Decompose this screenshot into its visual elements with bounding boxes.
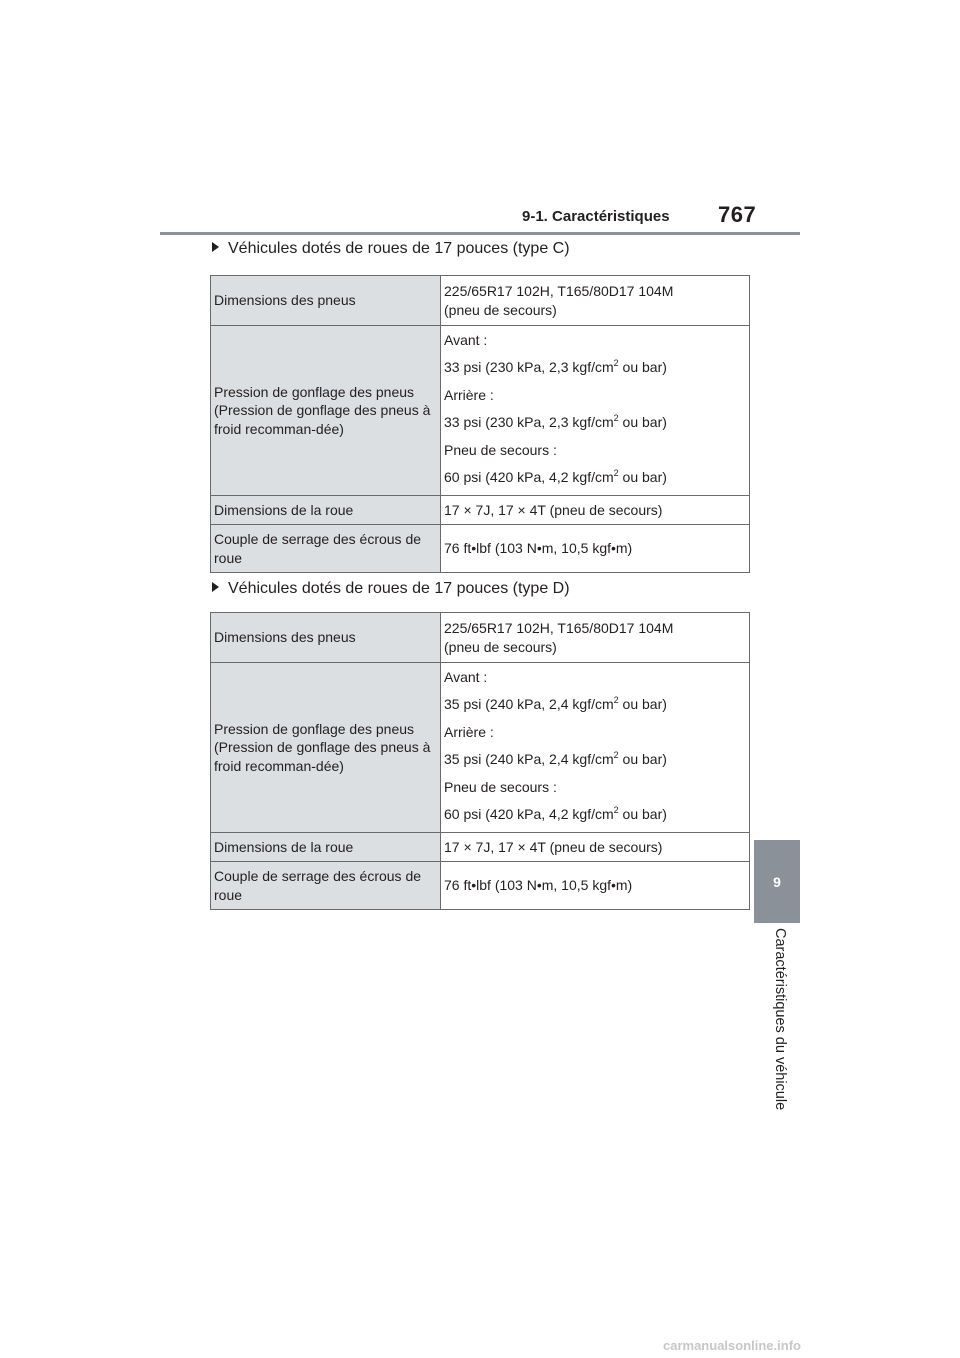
spare-pressure-text: 60 psi (420 kPa, 4,2 kgf/cm [444, 469, 614, 486]
table-row [211, 613, 750, 663]
section-title: 9-1. Caractéristiques [522, 208, 670, 225]
spare-pressure [444, 805, 745, 823]
wheel-size-value: 17 × 7J, 17 × 4T (pneu de secours) [441, 496, 750, 525]
spare-pressure-text: 60 psi (420 kPa, 4,2 kgf/cm [444, 806, 614, 823]
spare-pressure [444, 468, 745, 486]
chapter-tab[interactable] [754, 840, 800, 923]
arrow-bullet-icon [212, 242, 219, 252]
header-divider [160, 232, 800, 235]
section-heading-type-d [212, 580, 570, 598]
lug-nut-torque-label: Couple de serrage des écrous de roue [211, 525, 441, 573]
tire-size-line: 225/65R17 102H, T165/80D17 104M [444, 620, 674, 637]
rear-pressure [444, 413, 745, 431]
unit-exponent: 2 [613, 468, 619, 479]
front-pressure [444, 358, 745, 376]
tire-size-spare-note: (pneu de secours) [444, 301, 557, 318]
unit-exponent: 2 [613, 750, 619, 761]
table-row [211, 326, 750, 496]
spec-table-type-d [210, 612, 750, 910]
rear-label: Arrière : [444, 723, 494, 740]
table-row [211, 862, 750, 910]
table-row [211, 833, 750, 862]
table-row [211, 663, 750, 833]
front-pressure [444, 695, 745, 713]
unit-suffix: ou bar) [618, 696, 667, 713]
section-heading-text: Véhicules dotés de roues de 17 pouces (type C) [228, 240, 570, 257]
unit-exponent: 2 [613, 413, 619, 424]
unit-exponent: 2 [613, 358, 619, 369]
spec-table-type-c [210, 275, 750, 573]
wheel-size-label: Dimensions de la roue [211, 833, 441, 862]
unit-suffix: ou bar) [618, 414, 667, 431]
chapter-number: 9 [773, 873, 781, 890]
watermark: carmanualsonline.info [663, 1338, 801, 1353]
tire-pressure-value [441, 663, 750, 833]
spare-label: Pneu de secours : [444, 441, 557, 458]
spare-label: Pneu de secours : [444, 778, 557, 795]
front-label: Avant : [444, 332, 488, 348]
rear-pressure-text: 33 psi (230 kPa, 2,3 kgf/cm [444, 414, 614, 431]
tire-size-label: Dimensions des pneus [211, 613, 441, 663]
unit-suffix: ou bar) [618, 359, 667, 376]
lug-nut-torque-value: 76 ft•lbf (103 N•m, 10,5 kgf•m) [441, 862, 750, 910]
unit-exponent: 2 [613, 695, 619, 706]
unit-exponent: 2 [613, 805, 619, 816]
front-pressure-text: 33 psi (230 kPa, 2,3 kgf/cm [444, 359, 614, 376]
rear-pressure-text: 35 psi (240 kPa, 2,4 kgf/cm [444, 751, 614, 768]
arrow-bullet-icon [212, 582, 219, 592]
tire-size-label: Dimensions des pneus [211, 276, 441, 326]
chapter-label: Caractéristiques du véhicule [772, 928, 788, 1111]
unit-suffix: ou bar) [618, 806, 667, 823]
page-number: 767 [718, 202, 757, 227]
tire-size-spare-note: (pneu de secours) [444, 638, 557, 655]
section-heading-text: Véhicules dotés de roues de 17 pouces (type D) [228, 580, 570, 597]
tire-pressure-label: Pression de gonflage des pneus (Pression de gonflage des pneus à froid recomman-dée) [211, 663, 441, 833]
table-row [211, 525, 750, 573]
front-label: Avant : [444, 669, 488, 685]
table-row [211, 276, 750, 326]
tire-pressure-value [441, 326, 750, 496]
wheel-size-label: Dimensions de la roue [211, 496, 441, 525]
tire-pressure-label: Pression de gonflage des pneus (Pression de gonflage des pneus à froid recomman-dée) [211, 326, 441, 496]
tire-size-line: 225/65R17 102H, T165/80D17 104M [444, 283, 674, 300]
front-pressure-text: 35 psi (240 kPa, 2,4 kgf/cm [444, 696, 614, 713]
rear-label: Arrière : [444, 386, 494, 403]
lug-nut-torque-label: Couple de serrage des écrous de roue [211, 862, 441, 910]
wheel-size-value: 17 × 7J, 17 × 4T (pneu de secours) [441, 833, 750, 862]
tire-size-value [441, 276, 750, 326]
rear-pressure [444, 750, 745, 768]
unit-suffix: ou bar) [618, 469, 667, 486]
section-heading-type-c [212, 240, 570, 258]
unit-suffix: ou bar) [618, 751, 667, 768]
table-row [211, 496, 750, 525]
lug-nut-torque-value: 76 ft•lbf (103 N•m, 10,5 kgf•m) [441, 525, 750, 573]
tire-size-value [441, 613, 750, 663]
